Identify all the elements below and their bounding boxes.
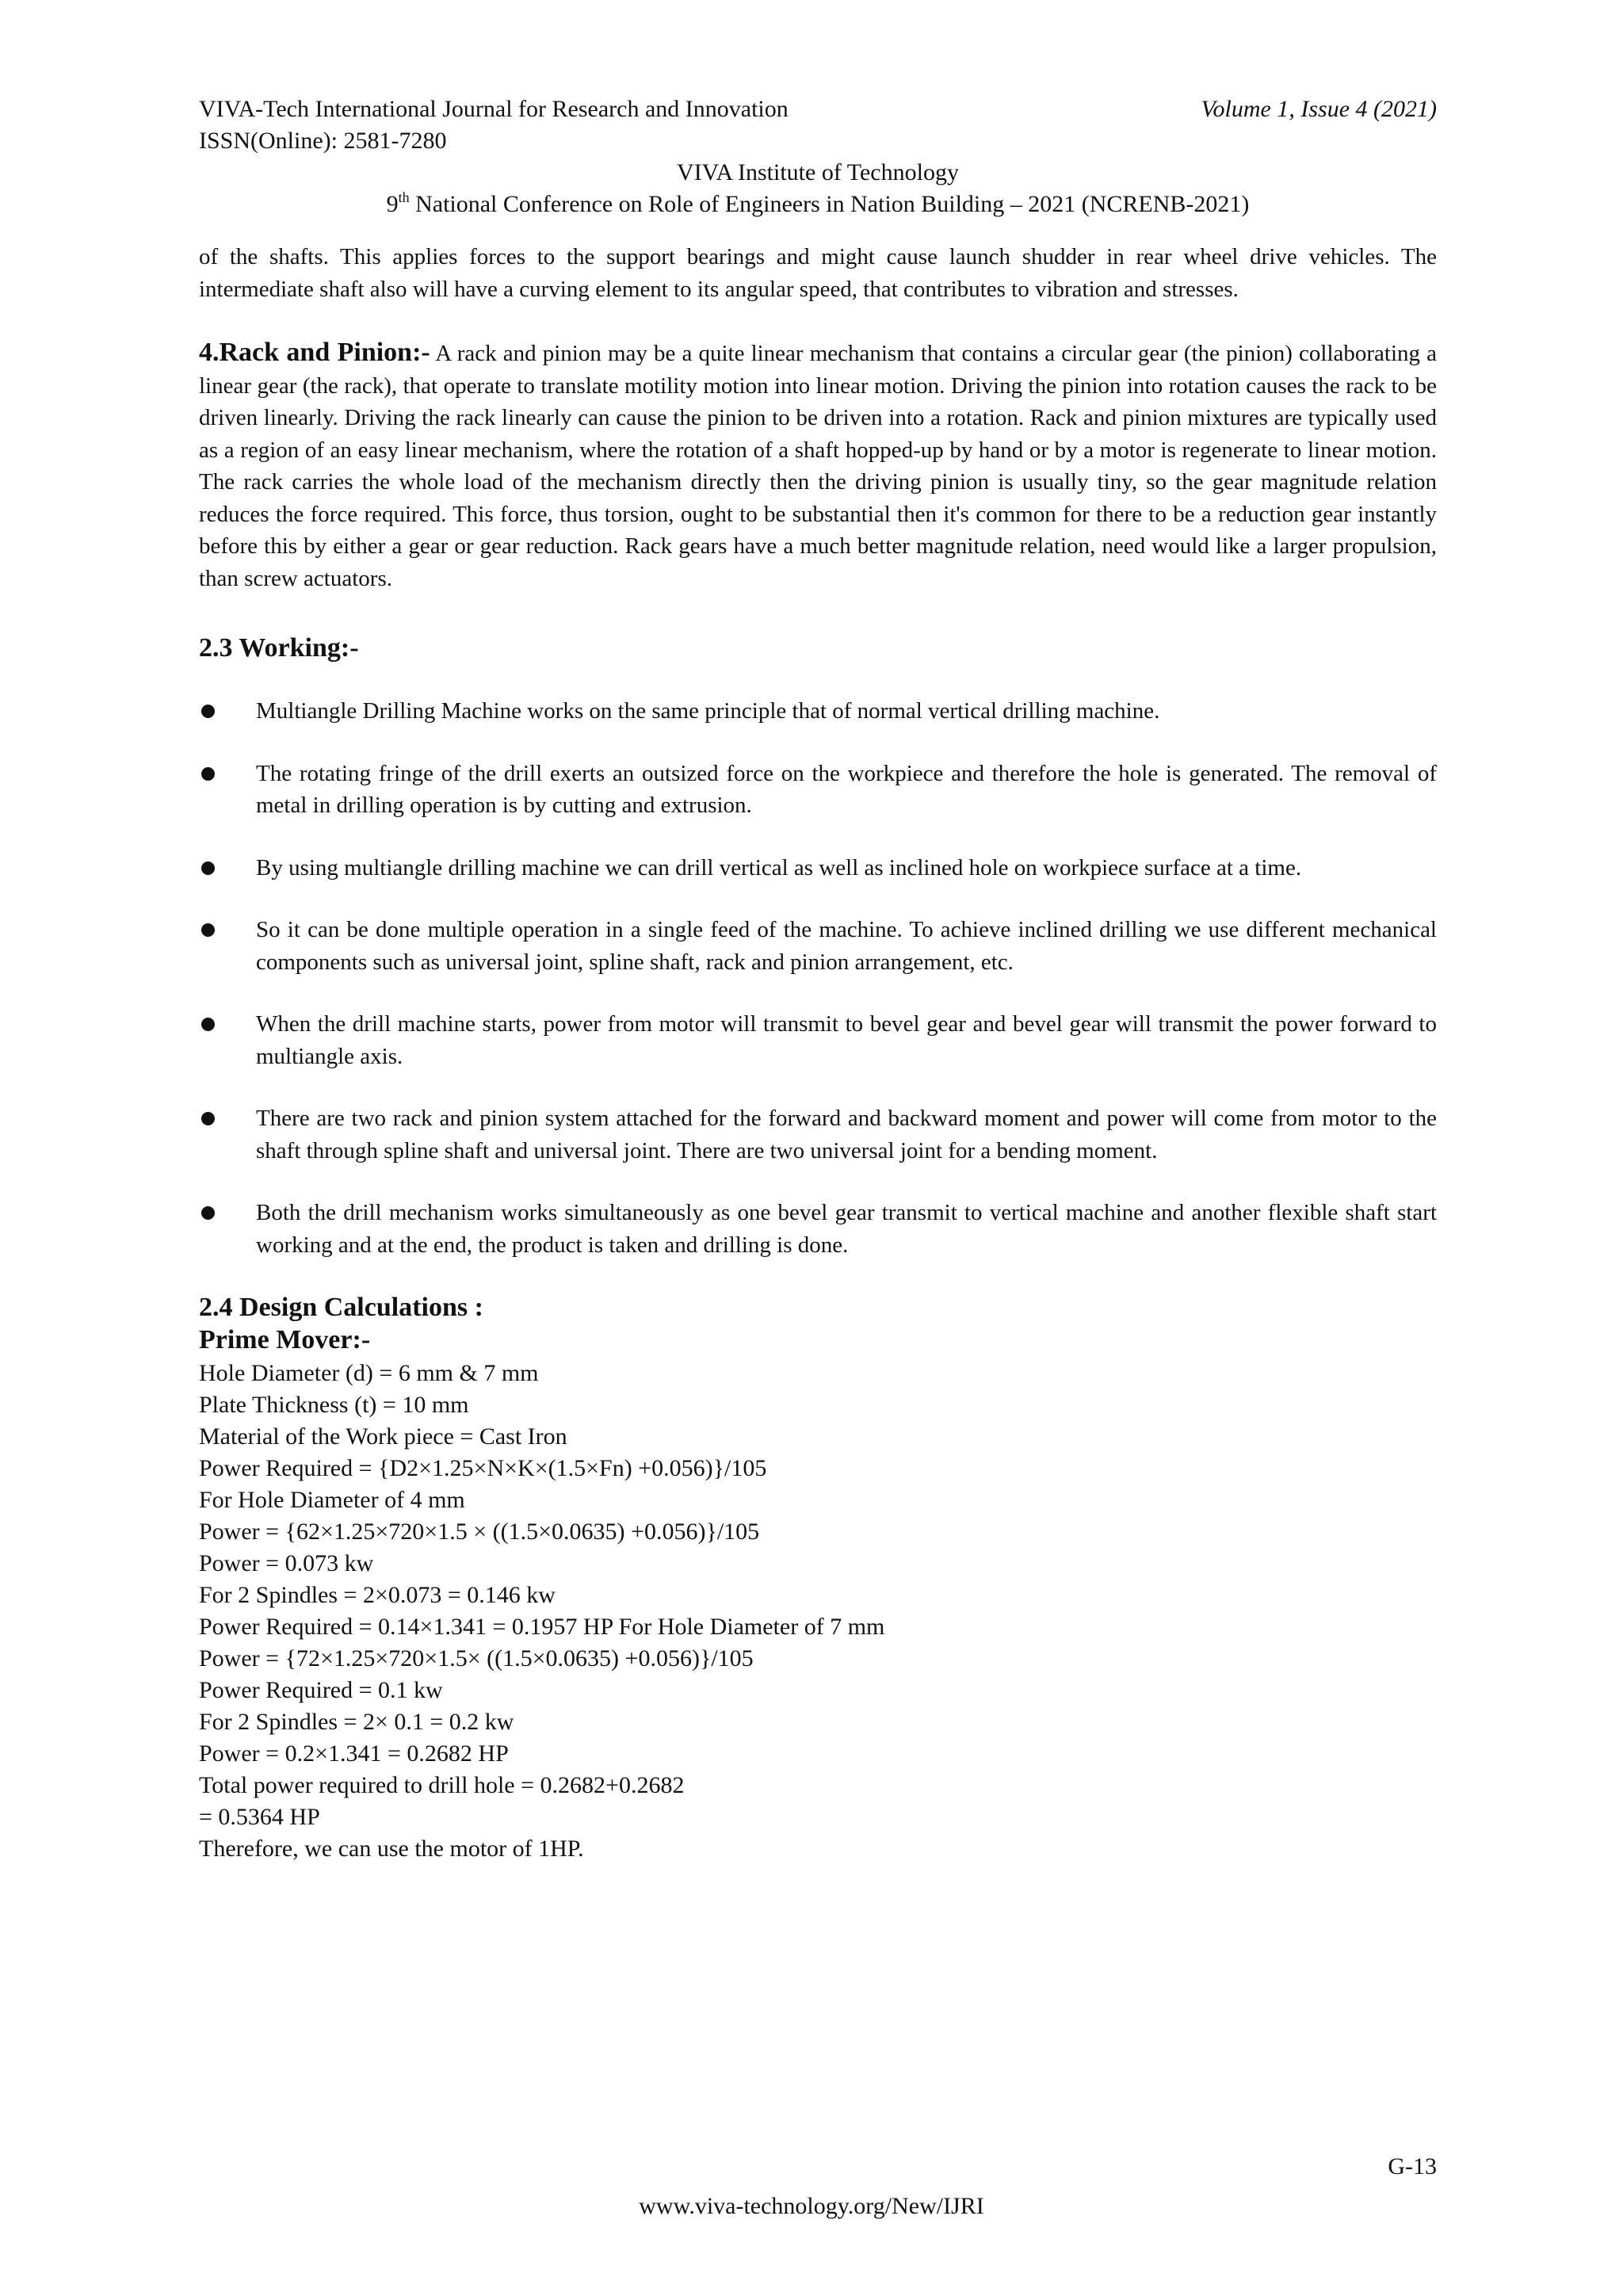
list-item-text: By using multiangle drilling machine we can drill vertical as well as inclined hole on workpiece surface at a time. (256, 854, 1302, 881)
list-item-text: The rotating fringe of the drill exerts an outsized force on the workpiece and therefore the hole is generated. The removal of metal in drilling operation is by cutting and extrusion. (256, 760, 1437, 818)
conference-title: National Conference on Role of Engineers in Nation Building – 2021 (NCRENB-2021) (409, 191, 1250, 217)
issn: ISSN(Online): 2581-7280 (199, 128, 447, 154)
list-item (199, 695, 1437, 728)
working-list (199, 695, 1437, 1261)
conference-ordinal: th (398, 189, 410, 205)
calculation-lines (199, 1358, 1437, 1865)
calc-line: Power = {62×1.25×720×1.5 × ((1.5×0.0635) +0.056)}/105 (199, 1519, 760, 1545)
calc-line: Hole Diameter (d) = 6 mm & 7 mm (199, 1360, 539, 1386)
list-item-text: Multiangle Drilling Machine works on the same principle that of normal vertical drilling machine. (256, 698, 1160, 724)
page-number: G-13 (1388, 2153, 1437, 2179)
journal-name: VIVA-Tech International Journal for Research and Innovation (199, 96, 789, 122)
bullet-icon (201, 1112, 215, 1125)
list-item (199, 1197, 1437, 1261)
calc-line: Power Required = 0.1 kw (199, 1677, 443, 1703)
list-item (199, 852, 1437, 884)
list-item-text: So it can be done multiple operation in a single feed of the machine. To achieve inclined drilling we use different mechanical components such as universal joint, spline shaft, rack and pinion arrangement, etc. (256, 917, 1437, 975)
rack-pinion-text: A rack and pinion may be a quite linear mechanism that contains a circular gear (the pinion) collaborating a linear gear (the rack), that operate to translate motility motion into linear motion. Driving the pinion into rotation causes the rack to be driven linearly. Driving the rack linearly can cause the pinion to be driven into a rotation. Rack and pinion mixtures are typically used as a region of an easy linear mechanism, where the rotation of a shaft hopped-up by hand or by a motor is regenerate to linear motion. The rack carries the whole load of the mechanism directly then the driving pinion is usually tiny, so the gear magnitude relation reduces the force required. This force, thus torsion, ought to be substantial then it's common for there to be a reduction gear instantly before this by either a gear or gear reduction. Rack gears have a much better magnitude relation, need would like a larger propulsion, than screw actuators. (199, 341, 1438, 591)
list-item-text: When the drill machine starts, power from motor will transmit to bevel gear and bevel gear will transmit the power forward to multiangle axis. (256, 1011, 1437, 1069)
calc-line: Power = {72×1.25×720×1.5× ((1.5×0.0635) +0.056)}/105 (199, 1645, 754, 1671)
working-heading: 2.3 Working:- (199, 633, 359, 663)
conference-name (199, 189, 1437, 220)
header-top-row (199, 94, 1437, 125)
bullet-icon (201, 767, 215, 781)
list-item (199, 1102, 1437, 1167)
bullet-icon (201, 923, 215, 937)
footer-url: www.viva-technology.org/New/IJRI (639, 2193, 984, 2219)
design-heading: 2.4 Design Calculations : (199, 1293, 483, 1322)
page-content (199, 94, 1437, 1865)
list-item (199, 1008, 1437, 1072)
calc-line: For 2 Spindles = 2×0.073 = 0.146 kw (199, 1582, 556, 1608)
institute-name: VIVA Institute of Technology (677, 159, 959, 185)
list-item-text: There are two rack and pinion system attached for the forward and backward moment and power will come from motor to the shaft through spline shaft and universal joint. There are two universal joint for a bending moment. (256, 1106, 1437, 1163)
bullet-icon (201, 1018, 215, 1031)
calc-line: Material of the Work piece = Cast Iron (199, 1423, 567, 1450)
calc-line: Power = 0.073 kw (199, 1550, 374, 1576)
calc-line: Therefore, we can use the motor of 1HP. (199, 1836, 584, 1862)
calc-line: For 2 Spindles = 2× 0.1 = 0.2 kw (199, 1709, 514, 1735)
volume-issue: Volume 1, Issue 4 (2021) (1201, 96, 1437, 122)
calc-line: Plate Thickness (t) = 10 mm (199, 1392, 469, 1418)
calc-line: Total power required to drill hole = 0.2682+0.2682 (199, 1772, 685, 1798)
calc-line: Power = 0.2×1.341 = 0.2682 HP (199, 1740, 509, 1767)
rack-pinion-heading: 4.Rack and Pinion:- (199, 338, 430, 367)
list-item-text: Both the drill mechanism works simultaneously as one bevel gear transmit to vertical machine and another flexible shaft start working and at the end, the product is taken and drilling is done. (256, 1200, 1437, 1258)
bullet-icon (201, 861, 215, 875)
conference-number: 9 (386, 191, 399, 217)
calc-line: Power Required = {D2×1.25×N×K×(1.5×Fn) +0.056)}/105 (199, 1455, 767, 1481)
bullet-icon (201, 1206, 215, 1220)
rack-pinion-paragraph (199, 337, 1437, 594)
prime-mover-heading: Prime Mover:- (199, 1325, 371, 1354)
intro-paragraph: of the shafts. This applies forces to the support bearings and might cause launch shudder in rear wheel drive vehicles. The intermediate shaft also will have a curving element to its angular speed, that contributes to vibration and stresses. (199, 244, 1437, 302)
calc-line: For Hole Diameter of 4 mm (199, 1487, 465, 1513)
list-item (199, 758, 1437, 822)
calc-line: = 0.5364 HP (199, 1804, 320, 1830)
bullet-icon (201, 705, 215, 718)
calc-line: Power Required = 0.14×1.341 = 0.1957 HP For Hole Diameter of 7 mm (199, 1614, 885, 1640)
list-item (199, 914, 1437, 978)
